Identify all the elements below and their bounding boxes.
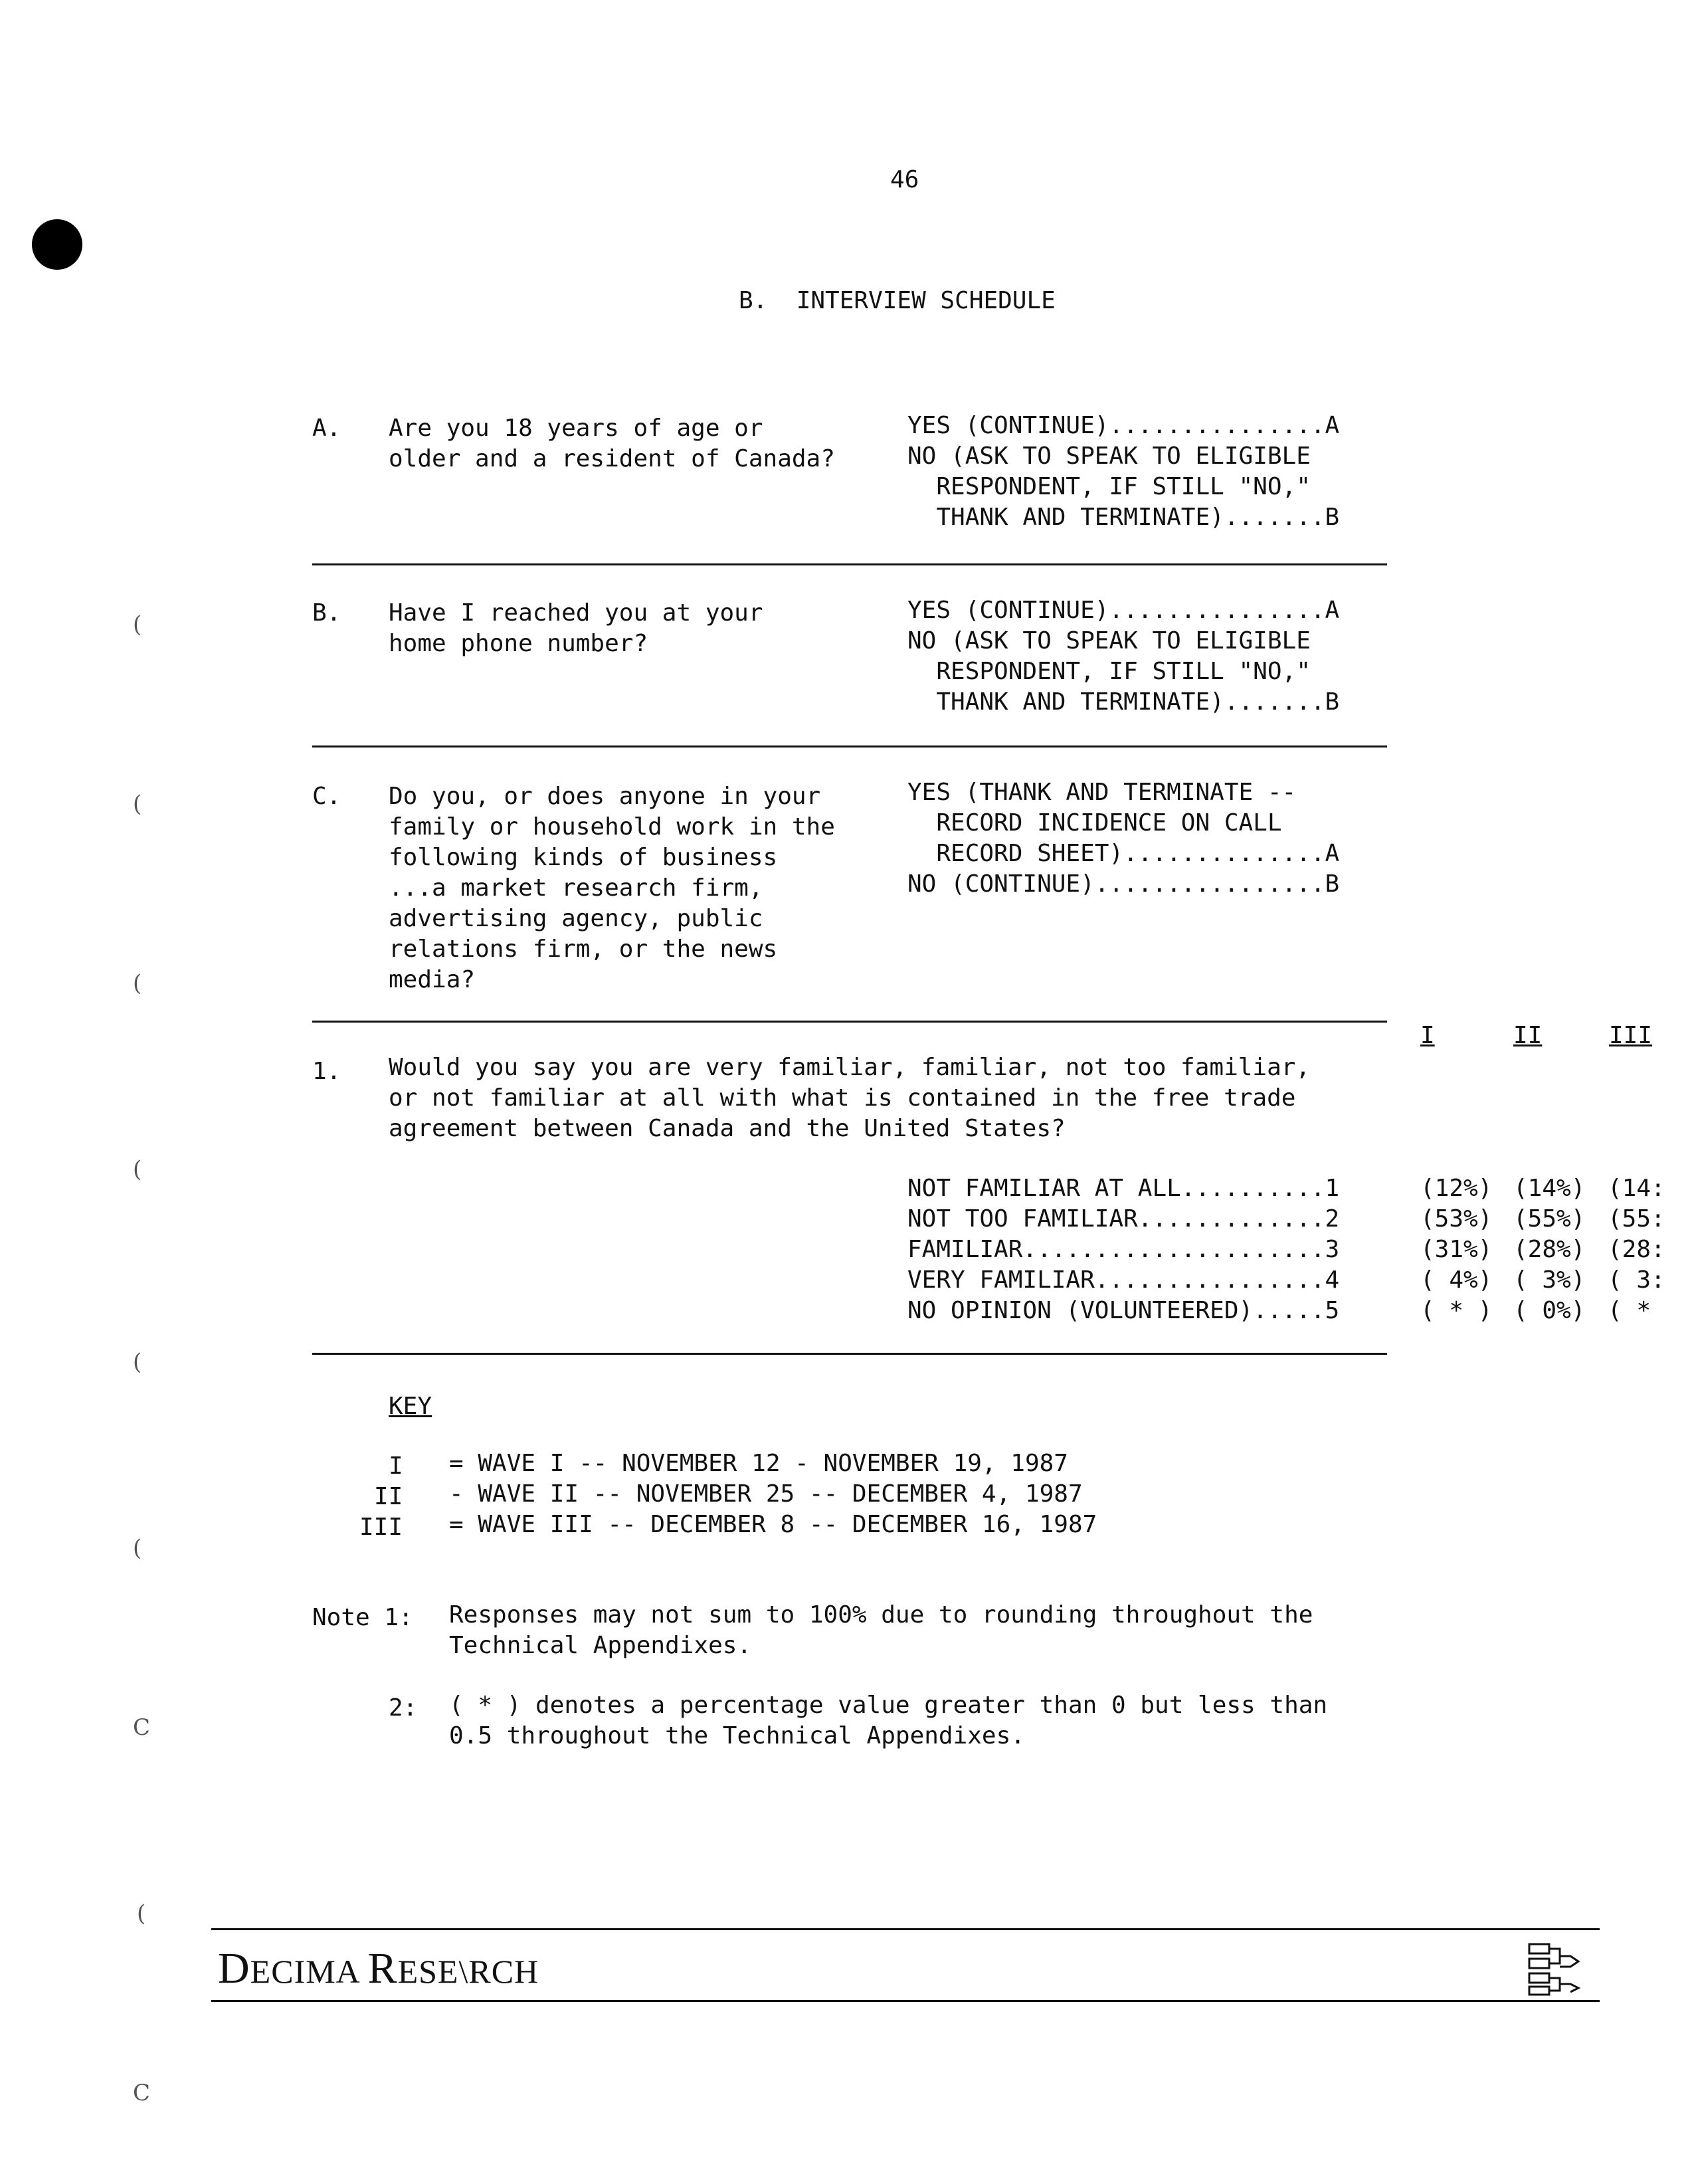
margin-mark: (: [133, 1349, 142, 1375]
wave-iii-value: (28:: [1608, 1236, 1665, 1263]
wave-iii-value: ( 3:: [1608, 1266, 1665, 1294]
wave-header-i: I: [1420, 1022, 1435, 1049]
answer-option: NO (ASK TO SPEAK TO ELIGIBLE: [907, 627, 1311, 654]
wave-iii-value: ( *: [1608, 1297, 1651, 1324]
note-text-line: Responses may not sum to 100% due to rounding throughout the: [449, 1601, 1313, 1629]
question-text-line: older and a resident of Canada?: [389, 445, 835, 472]
answer-option: NO (ASK TO SPEAK TO ELIGIBLE: [907, 443, 1311, 470]
answer-option: YES (CONTINUE)...............A: [907, 412, 1340, 439]
wave-ii-value: ( 3%): [1513, 1266, 1586, 1294]
footer-top-rule: [211, 1928, 1600, 1930]
margin-mark: C: [133, 1714, 151, 1741]
note-text-line: Technical Appendixes.: [449, 1632, 752, 1659]
answer-option: YES (THANK AND TERMINATE --: [907, 779, 1297, 806]
question-text-line: agreement between Canada and the United States?: [389, 1115, 1066, 1142]
note-text-line: 0.5 throughout the Technical Appendixes.: [449, 1722, 1025, 1749]
question-label: B.: [312, 599, 341, 627]
answer-option: THANK AND TERMINATE).......B: [907, 688, 1340, 716]
response-option: FAMILIAR.....................3: [907, 1236, 1340, 1263]
wave-ii-value: (14%): [1513, 1175, 1586, 1202]
wave-i-value: (53%): [1420, 1205, 1493, 1233]
question-text-line: relations firm, or the news: [389, 936, 778, 963]
section-divider: [312, 1021, 1387, 1023]
note-prefix: Note 1:: [312, 1604, 413, 1631]
note-text-line: ( * ) denotes a percentage value greater than 0 but less than: [449, 1692, 1328, 1719]
response-option: NOT TOO FAMILIAR.............2: [907, 1205, 1340, 1233]
answer-option: RECORD INCIDENCE ON CALL: [907, 809, 1282, 837]
margin-mark: (: [137, 1900, 146, 1927]
question-text-line: home phone number?: [389, 630, 648, 657]
answer-option: RESPONDENT, IF STILL "NO,": [907, 658, 1311, 685]
answer-option: RESPONDENT, IF STILL "NO,": [907, 473, 1311, 500]
question-label: C.: [312, 783, 341, 810]
margin-mark: (: [133, 1535, 142, 1561]
page-number: 46: [890, 166, 919, 193]
note-prefix: 2:: [389, 1694, 418, 1722]
wave-header-ii: II: [1513, 1022, 1543, 1049]
question-text-line: Would you say you are very familiar, familiar, not too familiar,: [389, 1054, 1311, 1081]
key-code: III: [359, 1514, 403, 1541]
question-label: 1.: [312, 1058, 341, 1085]
question-text-line: following kinds of business: [389, 844, 778, 871]
question-text-line: Do you, or does anyone in your: [389, 783, 821, 810]
wave-ii-value: (55%): [1513, 1205, 1586, 1233]
section-title: B. INTERVIEW SCHEDULE: [739, 287, 1056, 314]
company-logotype: DECIMA RESE\RCH: [218, 1944, 539, 1993]
margin-mark: (: [133, 970, 142, 997]
wave-ii-value: (28%): [1513, 1236, 1586, 1263]
section-divider: [312, 1353, 1387, 1355]
wave-i-value: (31%): [1420, 1236, 1493, 1263]
answer-option: RECORD SHEET)..............A: [907, 840, 1340, 867]
question-text-line: family or household work in the: [389, 813, 835, 841]
wave-iii-value: (55:: [1608, 1205, 1665, 1233]
question-text-line: media?: [389, 966, 476, 993]
wave-i-value: ( * ): [1420, 1297, 1493, 1324]
section-divider: [312, 745, 1387, 747]
answer-option: NO (CONTINUE)................B: [907, 870, 1340, 898]
question-text-line: advertising agency, public: [389, 905, 763, 932]
key-code: II: [374, 1483, 403, 1510]
response-option: NO OPINION (VOLUNTEERED).....5: [907, 1297, 1340, 1324]
margin-mark: C: [133, 2080, 151, 2106]
wave-i-value: (12%): [1420, 1175, 1493, 1202]
company-logo-icon: [1525, 1939, 1585, 1999]
key-code: I: [389, 1452, 403, 1480]
response-option: VERY FAMILIAR................4: [907, 1266, 1340, 1294]
margin-mark: (: [133, 611, 142, 638]
key-description: = WAVE III -- DECEMBER 8 -- DECEMBER 16, 1987: [449, 1511, 1097, 1538]
wave-i-value: ( 4%): [1420, 1266, 1493, 1294]
wave-iii-value: (14:: [1608, 1175, 1665, 1202]
answer-option: THANK AND TERMINATE).......B: [907, 504, 1340, 531]
question-text-line: Are you 18 years of age or: [389, 415, 763, 442]
margin-mark: (: [133, 1156, 142, 1183]
key-title: KEY: [389, 1393, 432, 1420]
question-text-line: or not familiar at all with what is contained in the free trade: [389, 1084, 1296, 1112]
footer-bottom-rule: [211, 2000, 1600, 2002]
question-text-line: Have I reached you at your: [389, 599, 763, 627]
wave-header-iii: III: [1609, 1022, 1653, 1049]
hole-punch-mark: [32, 219, 82, 270]
response-option: NOT FAMILIAR AT ALL..........1: [907, 1175, 1340, 1202]
answer-option: YES (CONTINUE)...............A: [907, 597, 1340, 624]
question-text-line: ...a market research firm,: [389, 874, 763, 902]
section-divider: [312, 563, 1387, 565]
key-description: = WAVE I -- NOVEMBER 12 - NOVEMBER 19, 1987: [449, 1450, 1068, 1477]
key-description: - WAVE II -- NOVEMBER 25 -- DECEMBER 4, 1987: [449, 1480, 1083, 1508]
wave-ii-value: ( 0%): [1513, 1297, 1586, 1324]
question-label: A.: [312, 415, 341, 442]
margin-mark: (: [133, 791, 142, 817]
